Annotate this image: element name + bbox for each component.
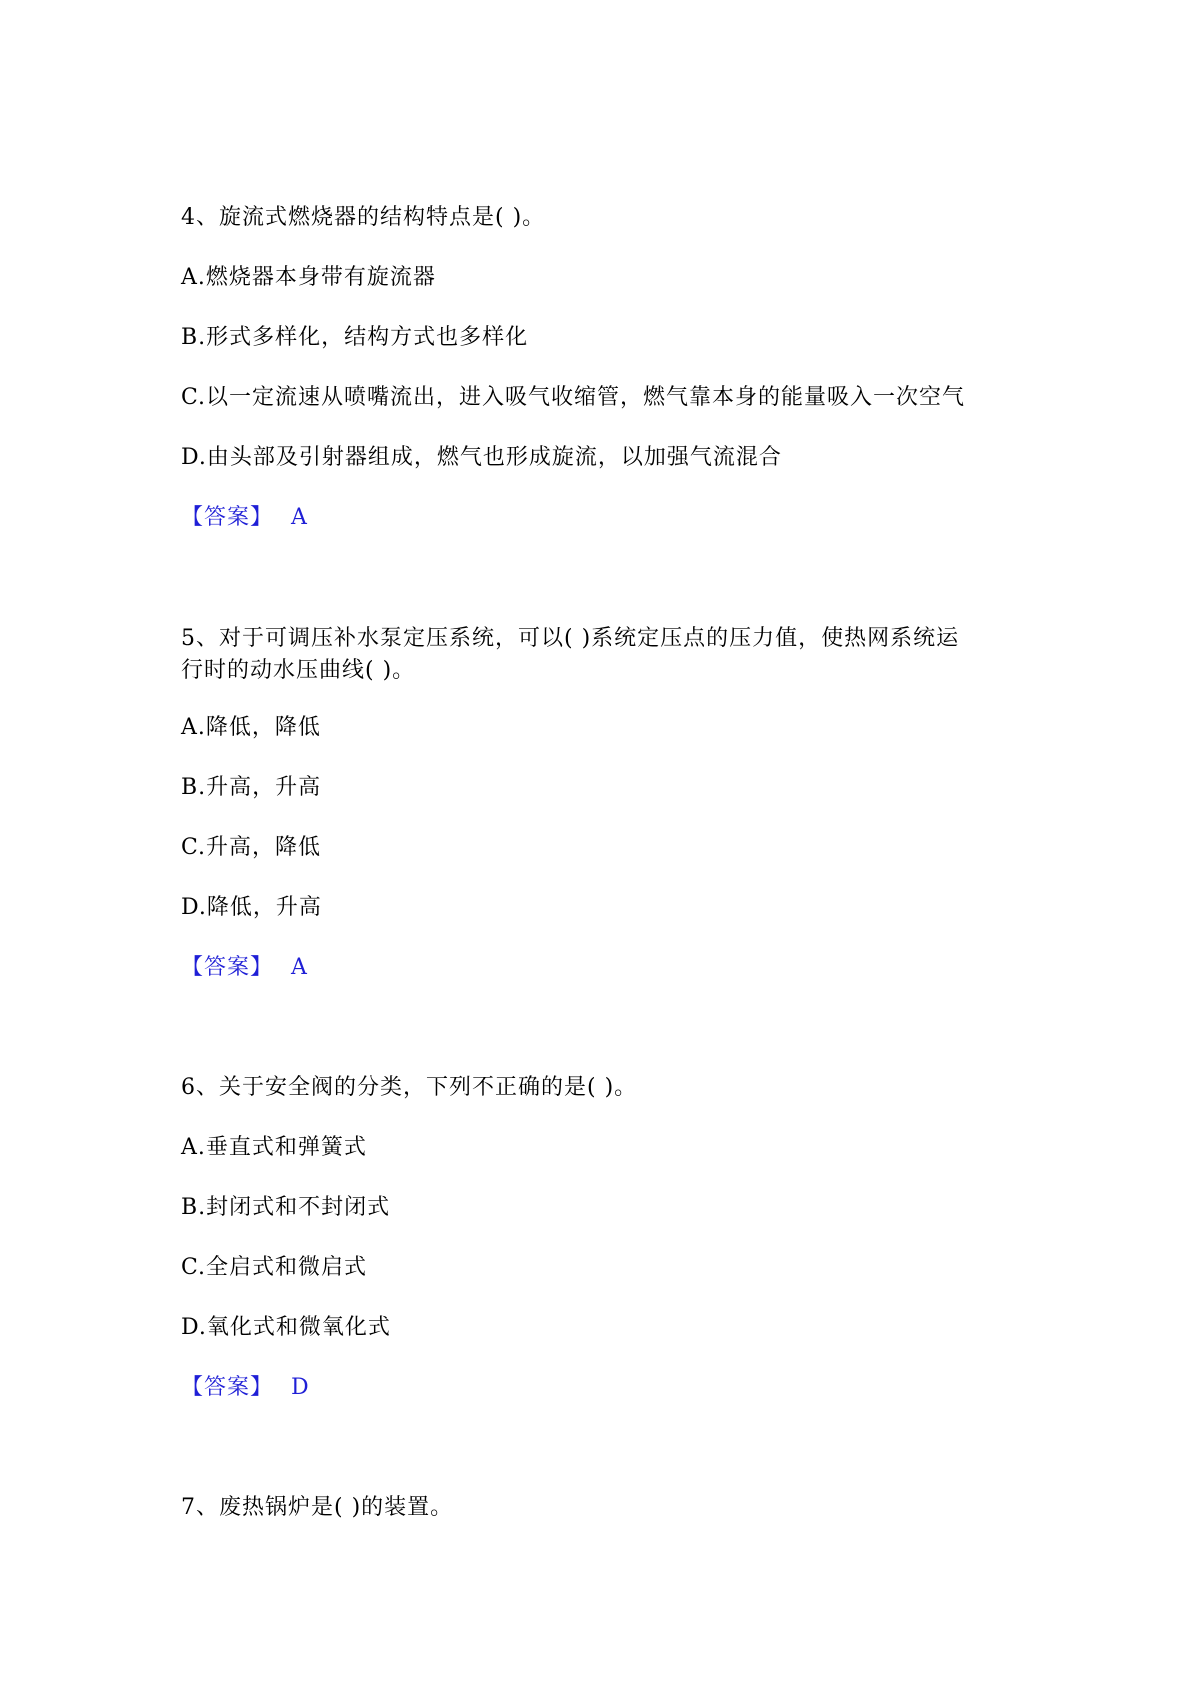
answer-value: D <box>291 1375 310 1400</box>
question-5-stem-line-2: 行时的动水压曲线( )。 <box>181 658 416 683</box>
answer-value: A <box>291 955 308 980</box>
question-4-option-a: A.燃烧器本身带有旋流器 <box>181 265 436 290</box>
question-4-answer <box>181 503 308 533</box>
question-4-option-d: D.由头部及引射器组成，燃气也形成旋流，以加强气流混合 <box>181 445 782 470</box>
question-6-option-a: A.垂直式和弹簧式 <box>181 1135 367 1160</box>
question-5-option-a: A.降低，降低 <box>181 715 321 740</box>
question-4-option-c: C.以一定流速从喷嘴流出，进入吸气收缩管，燃气靠本身的能量吸入一次空气 <box>181 385 966 410</box>
question-6-option-d: D.氧化式和微氧化式 <box>181 1315 391 1340</box>
question-6-option-c: C.全启式和微启式 <box>181 1255 368 1280</box>
question-5-answer <box>181 953 308 983</box>
question-5-option-c: C.升高，降低 <box>181 835 322 860</box>
answer-label: 【答案】 <box>181 505 274 530</box>
answer-value: A <box>291 505 308 530</box>
question-5-stem-line-1: 5、对于可调压补水泵定压系统，可以( )系统定压点的压力值，使热网系统运 <box>181 626 960 651</box>
question-6-stem: 6、关于安全阀的分类，下列不正确的是( )。 <box>181 1075 638 1100</box>
answer-label: 【答案】 <box>181 955 274 980</box>
question-5-option-d: D.降低，升高 <box>181 895 322 920</box>
question-4-option-b: B.形式多样化，结构方式也多样化 <box>181 325 529 350</box>
question-6-answer <box>181 1373 310 1403</box>
answer-label: 【答案】 <box>181 1375 274 1400</box>
question-7-stem: 7、废热锅炉是( )的装置。 <box>181 1495 454 1520</box>
question-6-option-b: B.封闭式和不封闭式 <box>181 1195 391 1220</box>
question-4-stem: 4、旋流式燃烧器的结构特点是( )。 <box>181 205 546 230</box>
question-5-option-b: B.升高，升高 <box>181 775 322 800</box>
